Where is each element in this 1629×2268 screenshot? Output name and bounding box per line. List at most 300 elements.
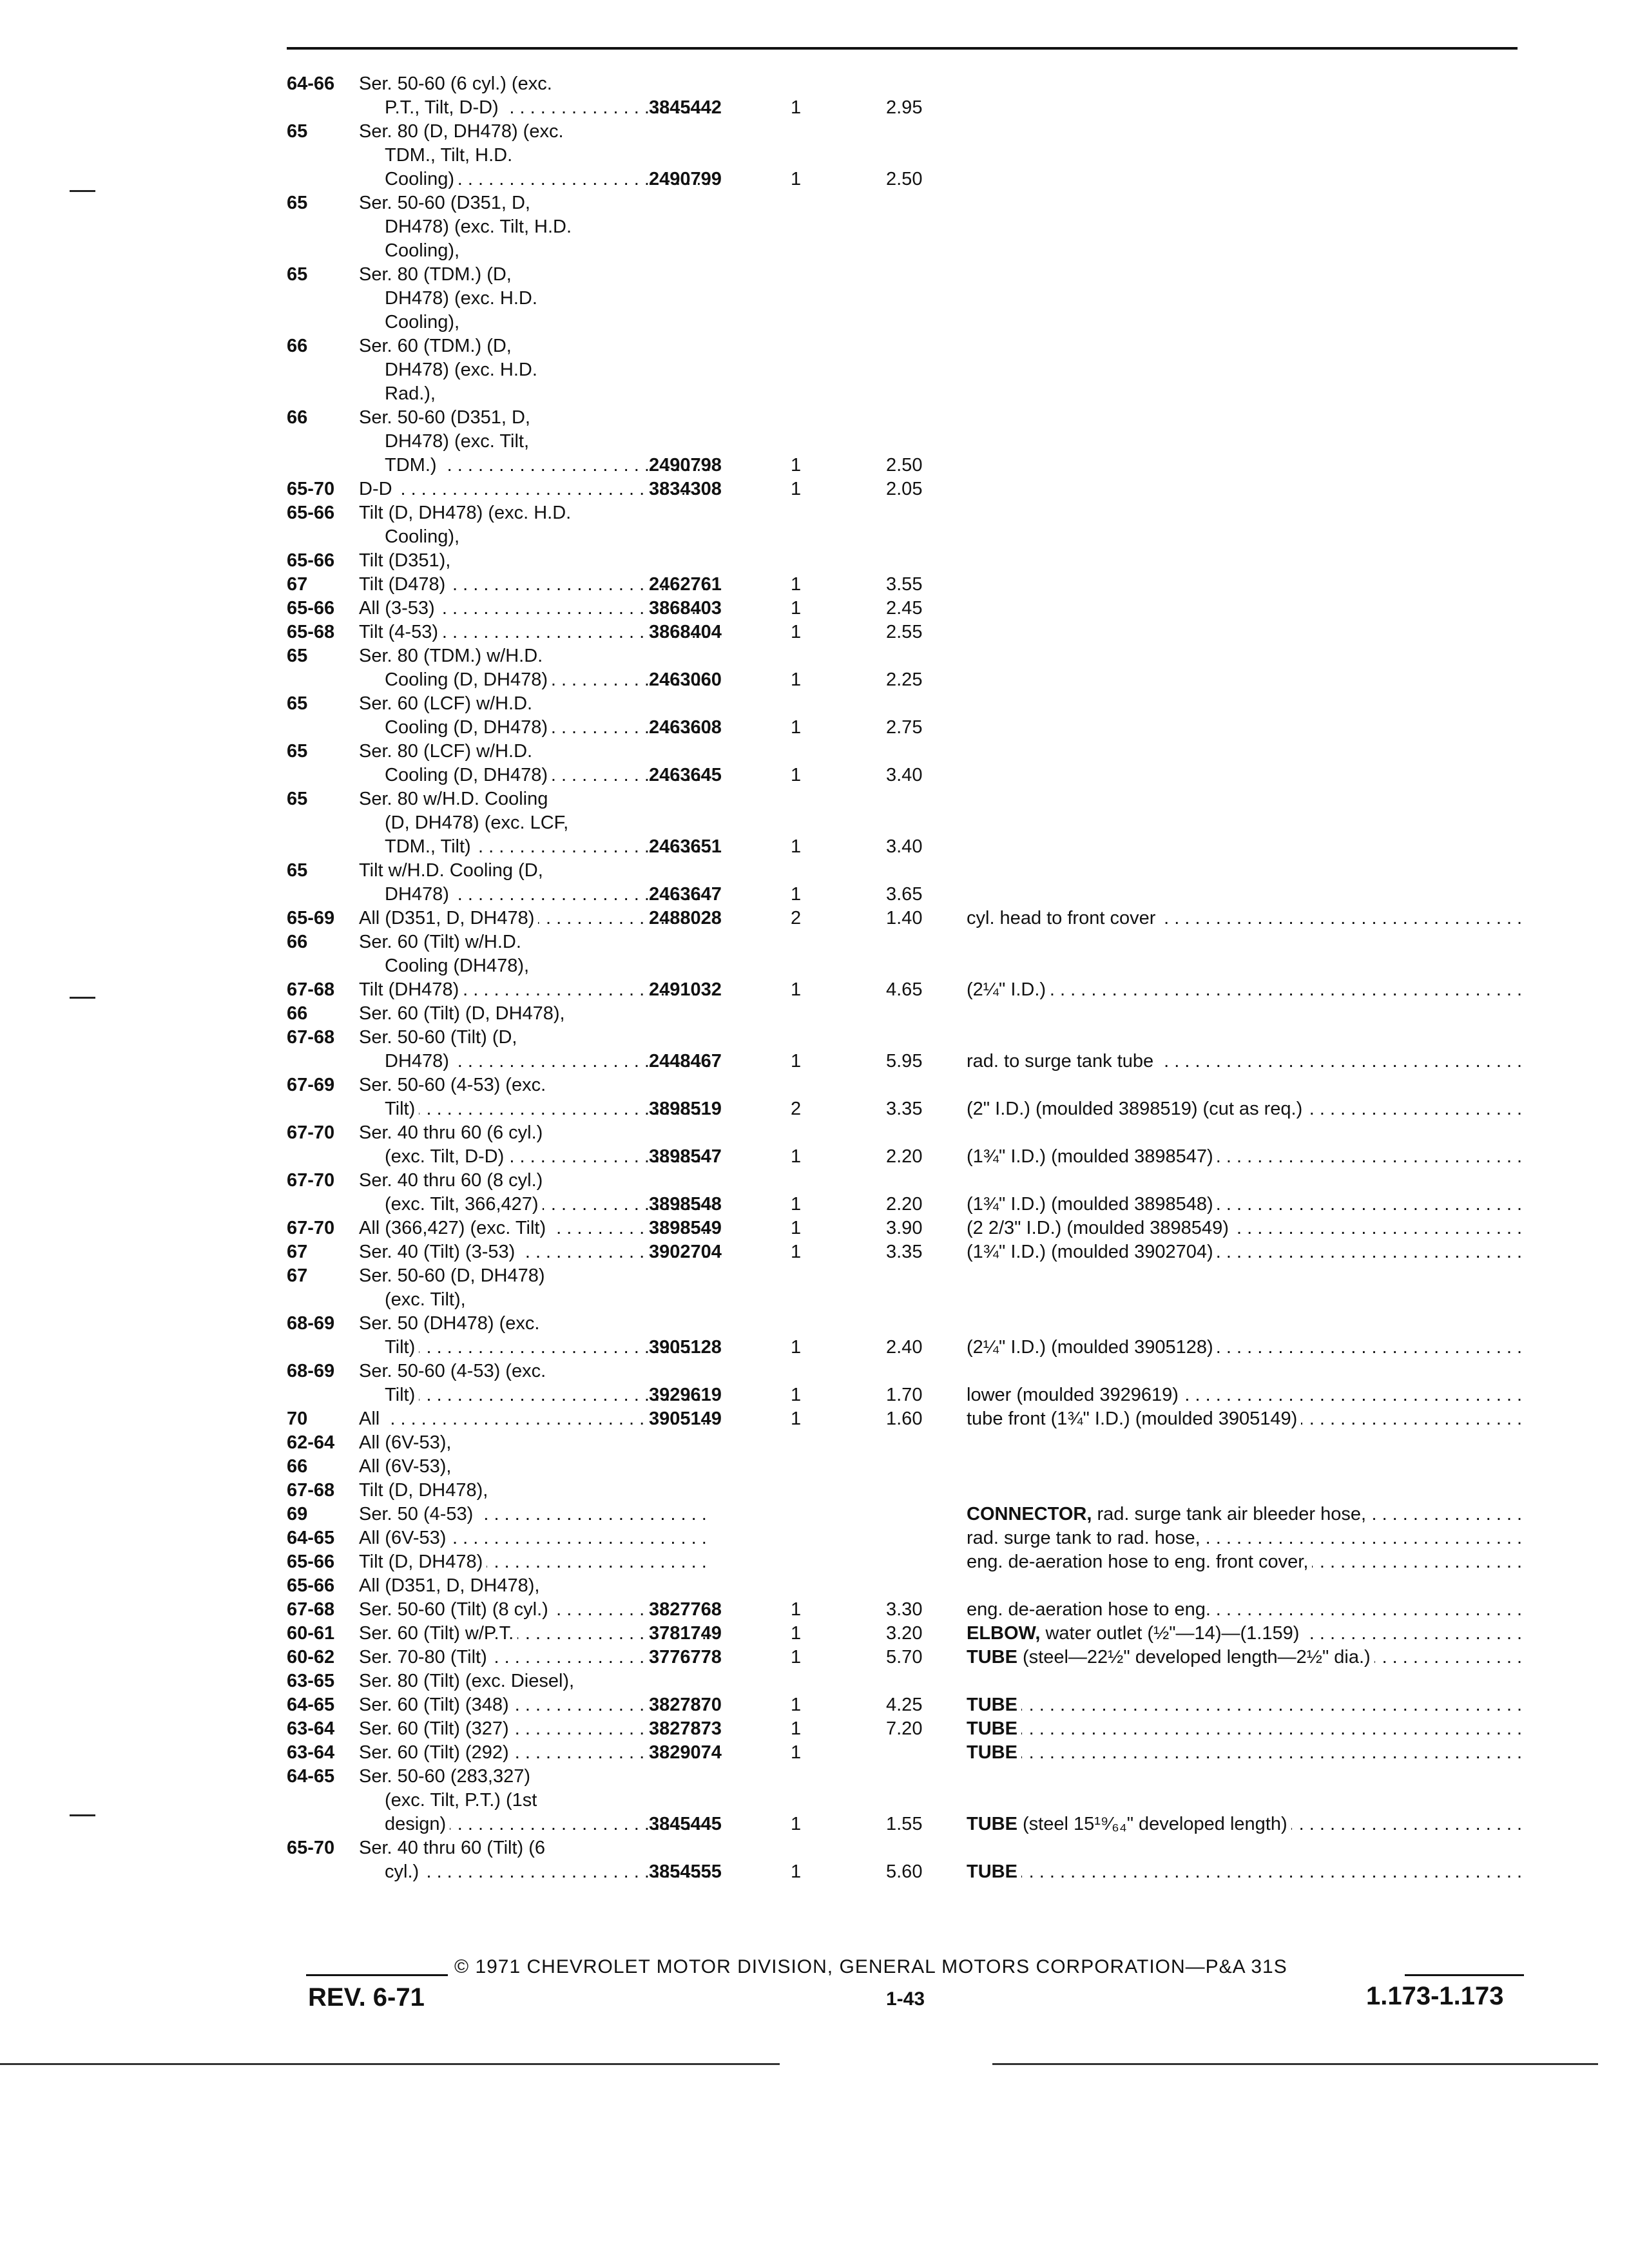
entry-line	[287, 597, 1524, 620]
part-description-label	[967, 1623, 1303, 1644]
parts-entry	[287, 1240, 1524, 1264]
list-price: 2.25	[886, 669, 923, 690]
model-years: 66	[287, 932, 308, 952]
entry-line	[287, 1836, 1524, 1860]
entry-line	[287, 215, 1524, 239]
application-text	[385, 311, 746, 334]
part-description-text: (1¾" I.D.) (moulded 3902704)	[967, 1242, 1213, 1262]
application-text	[359, 1574, 720, 1598]
entry-line	[287, 358, 1524, 382]
entry-line	[287, 454, 1524, 477]
list-price: 3.35	[886, 1099, 923, 1119]
footer-copyright-line	[306, 1956, 1524, 1982]
entry-line	[287, 740, 1524, 764]
part-description-text: (2¼" I.D.)	[967, 979, 1046, 1000]
model-years: 65-68	[287, 622, 335, 642]
model-years: 65	[287, 789, 308, 809]
application-text	[385, 1288, 746, 1312]
application-label: Ser. 50-60 (D, DH478)	[359, 1265, 549, 1286]
list-price: 1.70	[886, 1385, 923, 1405]
entry-line	[287, 692, 1524, 716]
list-price: 7.20	[886, 1718, 923, 1739]
parts-entry	[287, 597, 1524, 620]
application-label: Ser. 60 (Tilt) w/P.T.	[359, 1623, 517, 1644]
list-price: 3.40	[886, 765, 923, 785]
application-text	[385, 215, 746, 239]
entry-line	[287, 978, 1524, 1002]
quantity: 1	[791, 455, 802, 476]
application-label: DH478)	[385, 884, 453, 905]
application-label: design)	[385, 1814, 450, 1834]
part-description	[967, 907, 1521, 930]
entry-line	[287, 191, 1524, 215]
application-text	[359, 1836, 720, 1860]
application-text	[359, 930, 720, 954]
entry-line	[287, 477, 1524, 501]
entry-line	[287, 1574, 1524, 1598]
entry-line	[287, 1860, 1524, 1884]
part-description	[967, 1550, 1521, 1574]
part-number: 3845442	[649, 97, 722, 118]
parts-entry	[287, 1407, 1524, 1431]
entry-line	[287, 1193, 1524, 1216]
part-description	[967, 1860, 1521, 1884]
application-text	[359, 1121, 720, 1145]
part-number: 2490799	[649, 169, 722, 189]
application-label: All	[359, 1408, 383, 1429]
part-name: TUBE	[967, 1742, 1017, 1763]
entry-line	[287, 334, 1524, 358]
parts-entry	[287, 1622, 1524, 1646]
model-years: 67-68	[287, 1027, 335, 1048]
part-description-label	[967, 1528, 1204, 1548]
list-price: 2.45	[886, 598, 923, 619]
model-years: 67-70	[287, 1218, 335, 1238]
part-description-label	[967, 1099, 1306, 1119]
application-text	[385, 287, 746, 311]
parts-entry	[287, 72, 1524, 120]
part-description	[967, 1193, 1521, 1216]
entry-line	[287, 1216, 1524, 1240]
model-years: 67-70	[287, 1122, 335, 1143]
quantity: 1	[791, 1337, 802, 1358]
part-number: 3905128	[649, 1337, 722, 1358]
entry-line	[287, 1503, 1524, 1526]
bottom-rule	[0, 2063, 780, 2065]
quantity: 1	[791, 1814, 802, 1834]
part-description	[967, 1693, 1521, 1717]
part-number: 2463645	[649, 765, 722, 785]
application-label: Ser. 50-60 (D351, D,	[359, 193, 534, 213]
part-description-label	[967, 1218, 1233, 1238]
part-description-text: (1¾" I.D.) (moulded 3898547)	[967, 1146, 1213, 1167]
entry-line	[287, 764, 1524, 787]
part-description	[967, 1598, 1521, 1622]
entry-line	[287, 120, 1524, 144]
part-description-label	[967, 1408, 1301, 1429]
part-description	[967, 1407, 1521, 1431]
application-text	[359, 501, 720, 525]
entry-line	[287, 1026, 1524, 1050]
part-name: TUBE	[967, 1647, 1017, 1667]
part-description-label	[967, 1718, 1021, 1739]
parts-entry	[287, 573, 1524, 597]
parts-list	[287, 72, 1524, 1884]
part-description	[967, 1145, 1521, 1169]
list-price: 3.20	[886, 1623, 923, 1644]
application-text	[385, 358, 746, 382]
part-number: 3854555	[649, 1861, 722, 1882]
application-label: Tilt (D478)	[359, 574, 449, 595]
application-label: (exc. Tilt, D-D)	[385, 1146, 508, 1167]
application-label: Tilt (D, DH478)	[359, 1552, 487, 1572]
part-description	[967, 1336, 1521, 1360]
model-years: 65-66	[287, 503, 335, 523]
parts-entry	[287, 1646, 1524, 1669]
part-number: 3868404	[649, 622, 722, 642]
parts-entry	[287, 907, 1524, 930]
entry-line	[287, 1479, 1524, 1503]
application-text	[359, 1503, 709, 1526]
part-description-label	[967, 1599, 1215, 1620]
parts-entry	[287, 1216, 1524, 1240]
part-number: 3827768	[649, 1599, 722, 1620]
model-years: 65-69	[287, 908, 335, 928]
application-label: Ser. 60 (Tilt) (292)	[359, 1742, 513, 1763]
parts-entry	[287, 406, 1524, 477]
application-text	[359, 1479, 720, 1503]
parts-entry	[287, 1026, 1524, 1073]
list-price: 3.30	[886, 1599, 923, 1620]
list-price: 2.05	[886, 479, 923, 499]
quantity: 1	[791, 836, 802, 857]
parts-entry	[287, 501, 1524, 549]
parts-entry	[287, 1360, 1524, 1407]
entry-line	[287, 239, 1524, 263]
model-years: 65-70	[287, 479, 335, 499]
application-label: Cooling (D, DH478)	[385, 669, 552, 690]
application-text	[359, 549, 720, 573]
part-description	[967, 978, 1521, 1002]
quantity: 1	[791, 765, 802, 785]
margin-mark	[70, 997, 95, 999]
entry-line	[287, 525, 1524, 549]
application-text	[385, 811, 746, 835]
model-years: 62-64	[287, 1432, 335, 1453]
list-price: 2.95	[886, 97, 923, 118]
entry-line	[287, 1669, 1524, 1693]
quantity: 1	[791, 1242, 802, 1262]
list-price: 5.60	[886, 1861, 923, 1882]
application-label: Rad.),	[385, 383, 439, 404]
part-number: 3929619	[649, 1385, 722, 1405]
application-label: Tilt)	[385, 1385, 419, 1405]
list-price: 2.50	[886, 169, 923, 189]
application-label: All (3-53)	[359, 598, 439, 619]
entry-line	[287, 1002, 1524, 1026]
quantity: 1	[791, 1218, 802, 1238]
application-text	[359, 1264, 720, 1288]
part-description-label	[967, 1385, 1182, 1405]
parts-entry	[287, 787, 1524, 859]
list-price: 5.70	[886, 1647, 923, 1667]
parts-entry	[287, 1264, 1524, 1312]
parts-entry	[287, 978, 1524, 1002]
part-description	[967, 1622, 1521, 1646]
parts-entry	[287, 477, 1524, 501]
part-number: 2491032	[649, 979, 722, 1000]
parts-entry	[287, 1693, 1524, 1717]
list-price: 2.40	[886, 1337, 923, 1358]
model-years: 65	[287, 193, 308, 213]
entry-line	[287, 1240, 1524, 1264]
model-years: 65	[287, 264, 308, 285]
entry-line	[287, 1288, 1524, 1312]
part-number: 3898547	[649, 1146, 722, 1167]
entry-line	[287, 883, 1524, 907]
entry-line	[287, 907, 1524, 930]
model-years: 66	[287, 336, 308, 356]
part-description-label	[967, 1552, 1312, 1572]
part-description-label	[967, 908, 1159, 928]
part-number: 3845445	[649, 1814, 722, 1834]
part-name: CONNECTOR,	[967, 1504, 1092, 1524]
model-years: 70	[287, 1408, 308, 1429]
model-years: 67	[287, 1265, 308, 1286]
application-text	[359, 72, 720, 96]
part-description	[967, 1216, 1521, 1240]
application-label: Ser. 60 (TDM.) (D,	[359, 336, 516, 356]
entry-line	[287, 1097, 1524, 1121]
list-price: 3.55	[886, 574, 923, 595]
part-description-text: rad. surge tank air bleeder hose,	[1092, 1504, 1367, 1524]
model-years: 64-65	[287, 1766, 335, 1787]
part-description-label	[967, 1695, 1021, 1715]
part-description-text: eng. de-aeration hose to eng.	[967, 1599, 1211, 1620]
part-number: 3776778	[649, 1647, 722, 1667]
application-text	[359, 334, 720, 358]
application-text	[359, 1431, 720, 1455]
parts-entry	[287, 1526, 1524, 1550]
entry-line	[287, 1598, 1524, 1622]
application-label: Tilt (DH478)	[359, 979, 463, 1000]
application-label: DH478)	[385, 1051, 453, 1072]
entry-line	[287, 644, 1524, 668]
part-description-text: rad. to surge tank tube	[967, 1051, 1154, 1072]
part-description	[967, 1812, 1521, 1836]
margin-mark	[70, 1814, 95, 1816]
part-number: 2463060	[649, 669, 722, 690]
part-description-label	[967, 1194, 1217, 1215]
model-years: 66	[287, 1003, 308, 1024]
application-label: Ser. 60 (Tilt) (348)	[359, 1695, 513, 1715]
part-description-text: (2" I.D.) (moulded 3898519) (cut as req.)	[967, 1099, 1303, 1119]
application-label: Tilt)	[385, 1337, 419, 1358]
model-years: 65	[287, 860, 308, 881]
entry-line	[287, 1407, 1524, 1431]
part-number: 3829074	[649, 1742, 722, 1763]
application-label: Ser. 50-60 (Tilt) (8 cyl.)	[359, 1599, 552, 1620]
model-years: 65-66	[287, 550, 335, 571]
list-price: 2.75	[886, 717, 923, 738]
quantity: 1	[791, 1408, 802, 1429]
footer-rule-left	[306, 1974, 448, 1976]
application-label: Ser. 80 (Tilt) (exc. Diesel),	[359, 1671, 578, 1691]
application-label: Cooling (D, DH478)	[385, 765, 552, 785]
application-label: Tilt)	[385, 1099, 419, 1119]
part-name: TUBE	[967, 1861, 1017, 1882]
entry-line	[287, 501, 1524, 525]
application-label: Ser. 50 (DH478) (exc.	[359, 1313, 543, 1334]
application-label: Cooling)	[385, 169, 458, 189]
application-label: (exc. Tilt),	[385, 1289, 470, 1310]
entry-line	[287, 1646, 1524, 1669]
part-description	[967, 1526, 1521, 1550]
model-years: 67-68	[287, 1599, 335, 1620]
quantity: 1	[791, 1194, 802, 1215]
application-label: Ser. 50-60 (4-53) (exc.	[359, 1075, 550, 1095]
entry-line	[287, 1526, 1524, 1550]
entry-line	[287, 716, 1524, 740]
footer-copyright: © 1971 CHEVROLET MOTOR DIVISION, GENERAL MOTORS CORPORATION—P&A 31S	[454, 1956, 1287, 1977]
application-label: TDM., Tilt, H.D.	[385, 145, 516, 166]
application-label: Ser. 60 (Tilt) w/H.D.	[359, 932, 525, 952]
application-label: All (366,427) (exc. Tilt)	[359, 1218, 550, 1238]
quantity: 1	[791, 1623, 802, 1644]
quantity: 1	[791, 1599, 802, 1620]
list-price: 2.20	[886, 1146, 923, 1167]
list-price: 2.20	[886, 1194, 923, 1215]
part-number: 2463608	[649, 717, 722, 738]
quantity: 1	[791, 169, 802, 189]
entry-line	[287, 1073, 1524, 1097]
application-label: All (6V-53),	[359, 1456, 455, 1477]
entry-line	[287, 1550, 1524, 1574]
parts-entry	[287, 1312, 1524, 1360]
application-text	[359, 1312, 720, 1336]
revision-label: REV. 6-71	[308, 1983, 425, 2012]
application-label: Ser. 60 (Tilt) (D, DH478),	[359, 1003, 569, 1024]
application-text	[359, 740, 720, 764]
application-text	[359, 1360, 720, 1383]
entry-line	[287, 1121, 1524, 1145]
part-description	[967, 1240, 1521, 1264]
entry-line	[287, 1312, 1524, 1336]
list-price: 5.95	[886, 1051, 923, 1072]
quantity: 1	[791, 1742, 802, 1763]
application-text	[359, 859, 720, 883]
entry-line	[287, 1789, 1524, 1812]
application-label: (D, DH478) (exc. LCF,	[385, 812, 572, 833]
entry-line	[287, 930, 1524, 954]
model-years: 65	[287, 121, 308, 142]
part-number: 3902704	[649, 1242, 722, 1262]
model-years: 68-69	[287, 1361, 335, 1381]
part-number: 3868403	[649, 598, 722, 619]
entry-line	[287, 263, 1524, 287]
part-number: 2463647	[649, 884, 722, 905]
application-text	[385, 239, 746, 263]
parts-entry	[287, 859, 1524, 907]
entry-line	[287, 382, 1524, 406]
part-number: 3781749	[649, 1623, 722, 1644]
application-label: (exc. Tilt, 366,427)	[385, 1194, 543, 1215]
list-price: 4.25	[886, 1695, 923, 1715]
model-years: 67-70	[287, 1170, 335, 1191]
part-description-text: cyl. head to front cover	[967, 908, 1156, 928]
application-label: All (D351, D, DH478),	[359, 1575, 543, 1596]
application-text	[359, 406, 720, 430]
parts-entry	[287, 740, 1524, 787]
part-description-text: lower (moulded 3929619)	[967, 1385, 1179, 1405]
parts-entry	[287, 1073, 1524, 1121]
entry-line	[287, 1622, 1524, 1646]
application-text	[359, 787, 720, 811]
part-number: 3905149	[649, 1408, 722, 1429]
entry-line	[287, 549, 1524, 573]
entry-line	[287, 787, 1524, 811]
entry-line	[287, 859, 1524, 883]
application-label: DH478) (exc. Tilt,	[385, 431, 533, 452]
application-label: Ser. 60 (Tilt) (327)	[359, 1718, 513, 1739]
parts-entry	[287, 120, 1524, 191]
page-number: 1-43	[886, 1988, 925, 2010]
entry-line	[287, 1264, 1524, 1288]
parts-entry	[287, 263, 1524, 334]
entry-line	[287, 1169, 1524, 1193]
application-label: D-D	[359, 479, 396, 499]
parts-entry	[287, 1765, 1524, 1836]
application-label: P.T., Tilt, D-D)	[385, 97, 503, 118]
part-name: ELBOW,	[967, 1623, 1041, 1644]
parts-entry	[287, 1503, 1524, 1526]
part-number: 3898549	[649, 1218, 722, 1238]
parts-entry	[287, 1598, 1524, 1622]
part-number: 3898519	[649, 1099, 722, 1119]
application-label: Cooling),	[385, 526, 463, 547]
parts-entry	[287, 1550, 1524, 1574]
application-label: Ser. 80 (LCF) w/H.D.	[359, 741, 536, 762]
application-label: Ser. 80 (TDM.) (D,	[359, 264, 516, 285]
part-description-label	[967, 1337, 1217, 1358]
quantity: 1	[791, 479, 802, 499]
entry-line	[287, 1431, 1524, 1455]
part-name: TUBE	[967, 1718, 1017, 1739]
part-number: 3898548	[649, 1194, 722, 1215]
part-number: 3827870	[649, 1695, 722, 1715]
application-label: Ser. 80 (D, DH478) (exc.	[359, 121, 568, 142]
part-description-label	[967, 1504, 1370, 1524]
model-years: 65	[287, 693, 308, 714]
part-description-text: tube front (1¾" I.D.) (moulded 3905149)	[967, 1408, 1298, 1429]
list-price: 2.55	[886, 622, 923, 642]
model-years: 67-68	[287, 979, 335, 1000]
application-text	[359, 1073, 720, 1097]
part-description-text: water outlet (½"—14)—(1.159)	[1040, 1623, 1300, 1644]
part-description-text: (steel 15¹⁹⁄₆₄" developed length)	[1017, 1814, 1287, 1834]
parts-entry	[287, 692, 1524, 740]
part-description-label	[967, 1242, 1217, 1262]
application-label: DH478) (exc. H.D.	[385, 360, 541, 380]
part-description	[967, 1050, 1521, 1073]
application-label: (exc. Tilt, P.T.) (1st	[385, 1790, 541, 1811]
application-text	[385, 430, 746, 454]
entry-line	[287, 1360, 1524, 1383]
model-years: 65-66	[287, 598, 335, 619]
parts-entry	[287, 191, 1524, 263]
application-text	[359, 263, 720, 287]
part-description	[967, 1646, 1521, 1669]
